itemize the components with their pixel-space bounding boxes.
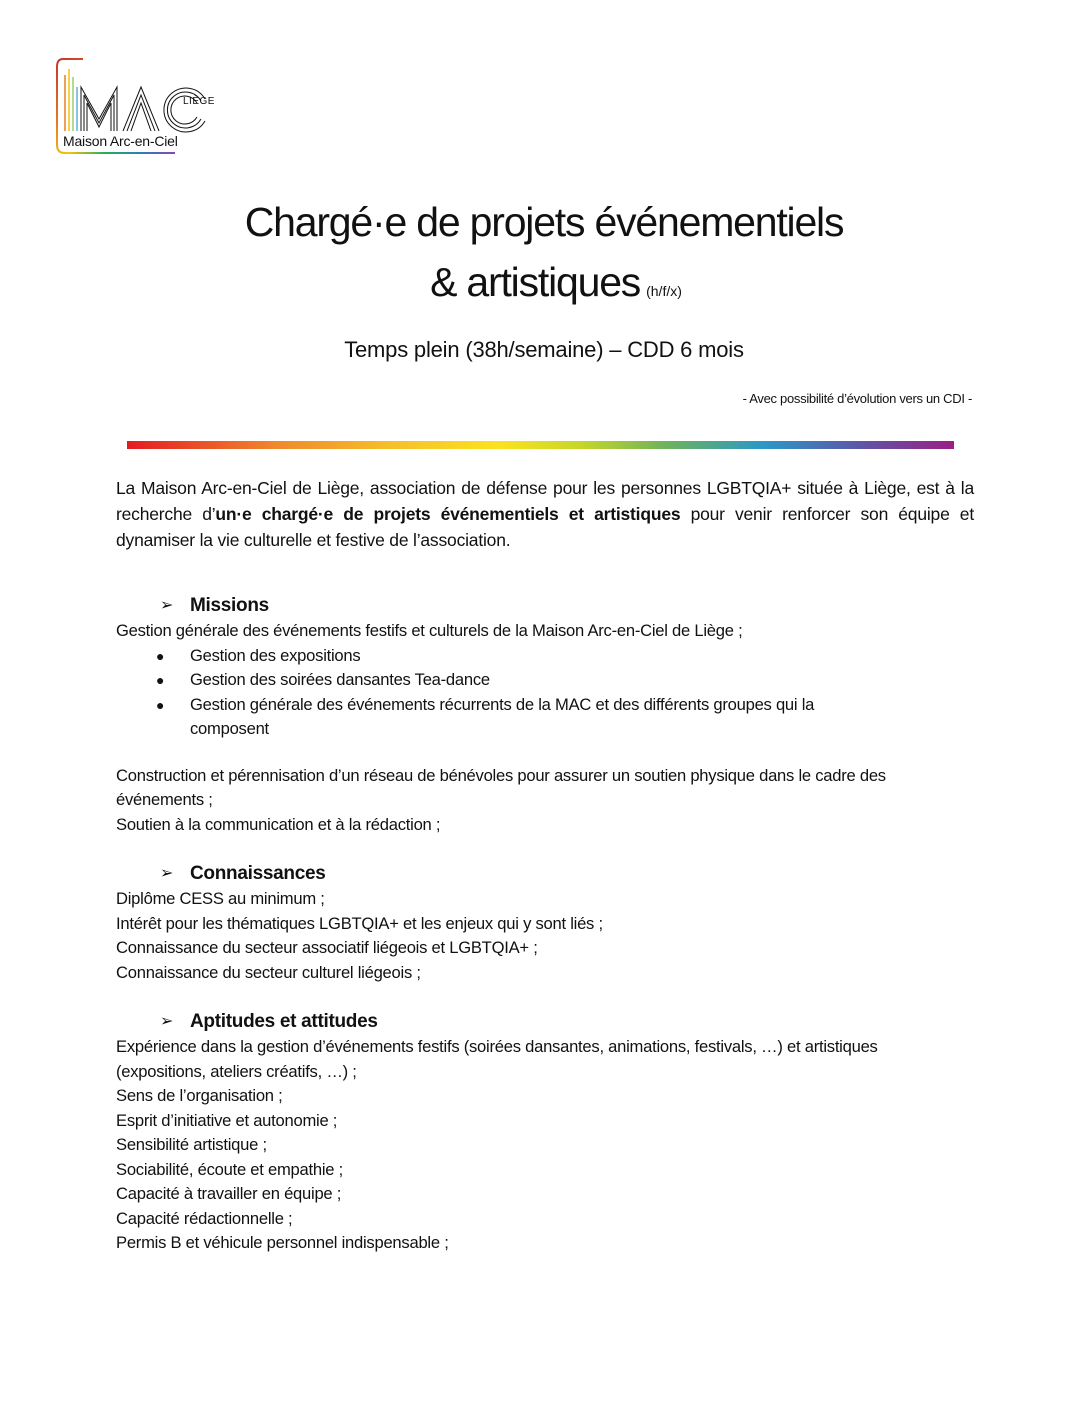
section-heading-text: Connaissances xyxy=(190,862,326,884)
aptitude-line: Capacité à travailler en équipe ; xyxy=(116,1184,342,1203)
intro-position-highlight: un·e chargé·e de projets événementiels et artistiques xyxy=(215,504,681,524)
document-body xyxy=(116,475,974,1256)
job-title-line2 xyxy=(12,259,1088,305)
missions-lead: Gestion générale des événements festifs et culturels de la Maison Arc-en-Ciel de Liège ; xyxy=(116,621,743,640)
logo-tag: LIÈGE xyxy=(183,96,215,107)
bullet-dot-icon: ● xyxy=(156,647,165,664)
contract-subtitle: Temps plein (38h/semaine) – CDD 6 mois xyxy=(344,337,744,362)
cdi-note: - Avec possibilité d’évolution vers un CDI - xyxy=(742,391,972,406)
aptitude-line: Esprit d’initiative et autonomie ; xyxy=(116,1110,338,1130)
intro-text-end: pour venir renforcer son équipe et dynamiser la vie culturelle et festive de l’association. xyxy=(116,504,974,550)
aptitude-line: (expositions, ateliers créatifs, …) ; xyxy=(116,1061,357,1081)
arrowhead-icon: ➢ xyxy=(160,1012,174,1030)
list-item xyxy=(156,644,974,669)
gender-suffix: (h/f/x) xyxy=(646,283,682,299)
list-item-text: Gestion générale des événements récurrents de la MAC et des différents groupes qui la composent xyxy=(190,694,815,738)
aptitude-line: Sociabilité, écoute et empathie ; xyxy=(116,1159,343,1179)
section-heading-missions xyxy=(160,593,974,619)
list-item-text: Gestion des expositions xyxy=(190,645,361,665)
arrowhead-icon: ➢ xyxy=(160,864,174,882)
aptitude-line: Expérience dans la gestion d’événements festifs (soirées dansantes, animations, festivals, …) et artistiques xyxy=(116,1037,878,1056)
intro-paragraph xyxy=(116,475,974,553)
aptitude-line: Capacité rédactionnelle ; xyxy=(116,1208,293,1228)
missions-line: événements ; xyxy=(116,790,213,809)
section-heading-text: Aptitudes et attitudes xyxy=(190,1010,378,1032)
list-item xyxy=(156,668,974,693)
list-item-text: Gestion des soirées dansantes Tea-dance xyxy=(190,670,490,689)
section-heading-text: Missions xyxy=(190,594,269,616)
section-connaissances xyxy=(116,861,974,985)
missions-line: Soutien à la communication et à la rédaction ; xyxy=(116,814,441,834)
list-item xyxy=(156,693,974,742)
bullet-dot-icon: ● xyxy=(156,696,165,713)
section-missions xyxy=(116,593,974,837)
missions-line: Construction et pérennisation d’un réseau de bénévoles pour assurer un soutien physique dans le cadre des xyxy=(116,765,886,785)
aptitude-line: Sens de l’organisation ; xyxy=(116,1086,283,1105)
job-title-line2-text: & artistiques xyxy=(430,259,641,305)
intro-text-start: La Maison Arc-en-Ciel de Liège, association de défense pour les personnes LGBTQIA+ située à Liège, est à la recherche d’ xyxy=(116,478,974,524)
rainbow-divider xyxy=(127,441,954,449)
knowledge-line: Connaissance du secteur associatif liégeois et LGBTQIA+ ; xyxy=(116,938,538,957)
knowledge-line: Intérêt pour les thématiques LGBTQIA+ et les enjeux qui y sont liés ; xyxy=(116,913,603,933)
aptitude-line: Sensibilité artistique ; xyxy=(116,1135,267,1154)
job-title-line1: Chargé·e de projets événementiels xyxy=(244,199,844,245)
section-heading-aptitudes xyxy=(160,1009,974,1035)
section-aptitudes xyxy=(116,1009,974,1256)
bullet-dot-icon: ● xyxy=(156,672,165,688)
aptitude-line: Permis B et véhicule personnel indispensable ; xyxy=(116,1233,449,1252)
section-heading-connaissances xyxy=(160,861,974,887)
knowledge-line: Connaissance du secteur culturel liégeois ; xyxy=(116,962,421,982)
logo-subtitle: Maison Arc-en-Ciel xyxy=(63,133,178,149)
knowledge-line: Diplôme CESS au minimum ; xyxy=(116,889,325,908)
mac-logo xyxy=(55,57,215,157)
arrowhead-icon: ➢ xyxy=(160,596,174,614)
